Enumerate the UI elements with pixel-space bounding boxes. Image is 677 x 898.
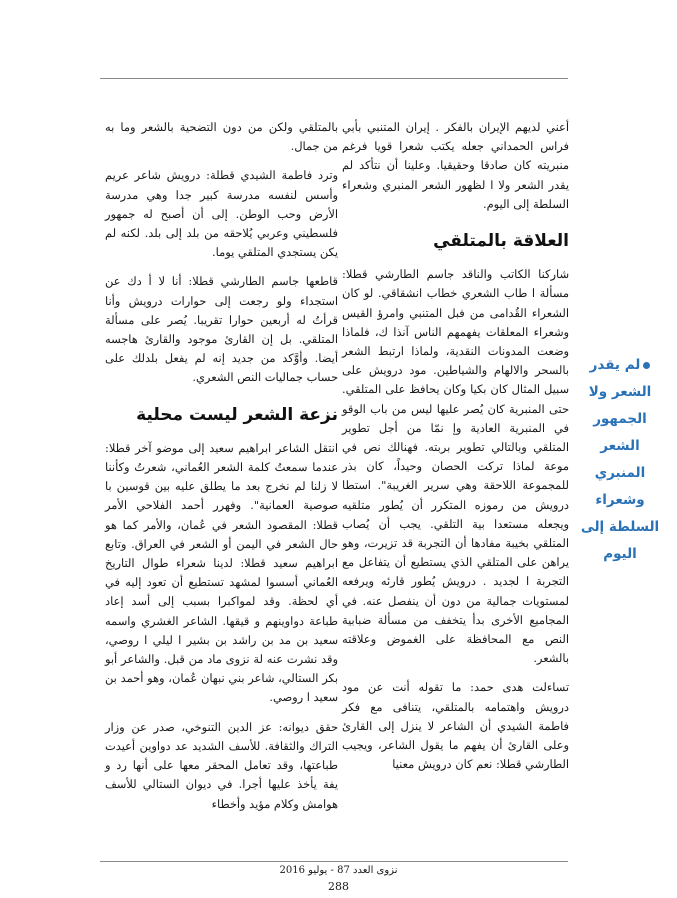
bullet-icon bbox=[643, 362, 650, 369]
pull-quote-line: الجمهور bbox=[593, 411, 647, 427]
paragraph: وترد فاطمة الشيدي قطلة: درويش شاعر عريم وأسس لنفسه مدرسة كبير جدا وهي مدرسة الأرض وحب الوطن. إلى أن أصبح له جمهور فلسطيني وعربي يُلاحقه من بلد إلى بلد. لكنه لم يكن يستجدي المتلقي يوما. bbox=[105, 168, 338, 260]
top-rule bbox=[100, 78, 568, 79]
pull-quote-line: اليوم bbox=[603, 546, 637, 562]
pull-quote-line: وشعراء bbox=[595, 492, 645, 508]
paragraph: أعني لديهم الإيران بالفكر . إيران المتنبي بأبي فراس الحمداني جعله يكتب شعرا قويا فرغم منبريته كان صادقا وحقيقيا. وعلينا أن نتأكد لم يقدر الشعر ولا ا لظهور الشعر المنبري وشعراء السلطة إلى اليوم. bbox=[342, 120, 569, 211]
paragraph: تساءلت هدى حمد: ما تقوله أنت عن مود درويش واهتمامه بالمتلقي، يتنافى مع فكر فاطمة الشيدي أن الشاعر لا ينزل إلى القارئ وعلى القارئ أن يفهم ما يقول الشاعر، ويجيب الطارشي قطلا: نعم كان درويش معنيا bbox=[342, 680, 569, 772]
section-heading: نزعة الشعر ليست محلية bbox=[136, 404, 338, 425]
paragraph: بالمتلقي ولكن من دون التضحية بالشعر وما به من جمال. bbox=[105, 120, 338, 154]
pull-quote-line: الشعر ولا bbox=[588, 384, 652, 400]
article-column-left bbox=[105, 118, 338, 824]
pull-quote-line: الشعر المنبري bbox=[594, 438, 646, 481]
article-column-right bbox=[342, 118, 569, 785]
paragraph: حقق ديوانه: عز الدين التنوخي، صدر عن وزار التراك والثقافة. للأسف الشديد عد دواوين أعيدت طباعتها، وقد تعامل المحقر معها على أنها رد و يفة يأخذ عليها أجرا. في ديوان الستالي للأسف هوامش وكلام مؤيد وأخطاء bbox=[105, 719, 338, 811]
bottom-rule bbox=[100, 861, 568, 862]
pull-quote-line: لم يقدر bbox=[576, 352, 664, 379]
pull-quote bbox=[576, 352, 664, 568]
section-heading: العلاقة بالمتلقي bbox=[433, 231, 569, 252]
paragraph: شاركنا الكاتب والناقد جاسم الطارشي قطلا: مسألة ا طاب الشعري خطاب انشقاقي. لو كان الشعراء القُدامى من فبل المتنبي وامرؤ القيس وشعراء المعلقات يفهمهم الناس آنذا ك، فلماذا وضعت المدونات النقدية، ولماذا ارتبط الشعر بالسحر والالهام والشياطين. مود درويش على سبيل المثال كان بكيا وكان يحافظ على المتلقي. حتى المنبرية كان يُصر عليها ليس من باب الوقو في المنبرية العادية وإ نمّا من أجل تطوير المتلقي وبالتالي تطوير بربته. فهنالك نص في موعة لماذا تركت الحصان وحيداً، كان بذر للمجموعة اللاحقة وهي سرير الغريبة". استطا درويش من رموزه المتكرر أن يُطور متلقيه ويجعله مستعدا بية التلقي. يجب أن يُصاب المتلقي بخيبة مفادها أن التجربة قد تزيرت، وهو يراهن على المتلقي الذي يستطيع أن يتفاعل مع التجربة ا لجديد . درويش يُطور قارئه ويرفعه لمستويات جمالية من دون أن ينفصل عنه. في المجاميع الأخرى بدأ يتخفف من مسألة ضبابية النص مع المحافظة على الغموض وعلاقته بالشعر. bbox=[342, 267, 569, 666]
paragraph: قاطعها جاسم الطارشي قطلا: أنا لا أ دك عن استجداء ولو رجعت إلى حوارات درويش وأنا قرأتُ له أربعين حوارا تقريبا. يُصر على مسألة المتلقي. بل إن القارئ موجود والقارئ هاجسه أيضا. وأوَّكد من جديد إنه لم يفعل بلدلك على حساب جماليات النص الشعري. bbox=[105, 274, 338, 385]
issue-label: نزوى العدد 87 - يوليو 2016 bbox=[279, 865, 398, 876]
page-number: 288 bbox=[328, 880, 349, 893]
pull-quote-line: السلطة إلى bbox=[580, 519, 660, 535]
paragraph: انتقل الشاعر ابراهيم سعيد إلى موضو آخر قطلا: عندما سمعتُ كلمة الشعر العُماني، شعرتُ وكأننا لا زلنا لم نخرج بعد ما يطلق عليه بين قوسين با صوصية العمانية". وفهرر أحمد الفلاحي الأمر قطلا: المقصود الشعر في عُمان، والأمر كما هو حال الشعر في اليمن أو الشعر في العراق. وتابع ابراهيم سعيد قطلا: لدينا شعراء طوال التاريخ العُماني أسسوا لمشهد تستطيع أن تعود إليه في أي لحظة. وقد لمواكبرا بسبب إلى أسد إعاد طباعة دواوينهم و قيقها. الشاعر الغشري واسمه سعيد بن مد بن راشد بن بشير ا ليلي ا روصي، وقد نشرت عنه لة نزوى ماد من قبل. والشاعر أبو بكر الستالي، شاعر بني نبهان عُمان، وهو أحمد بن سعيد ا روصي. bbox=[105, 440, 338, 705]
